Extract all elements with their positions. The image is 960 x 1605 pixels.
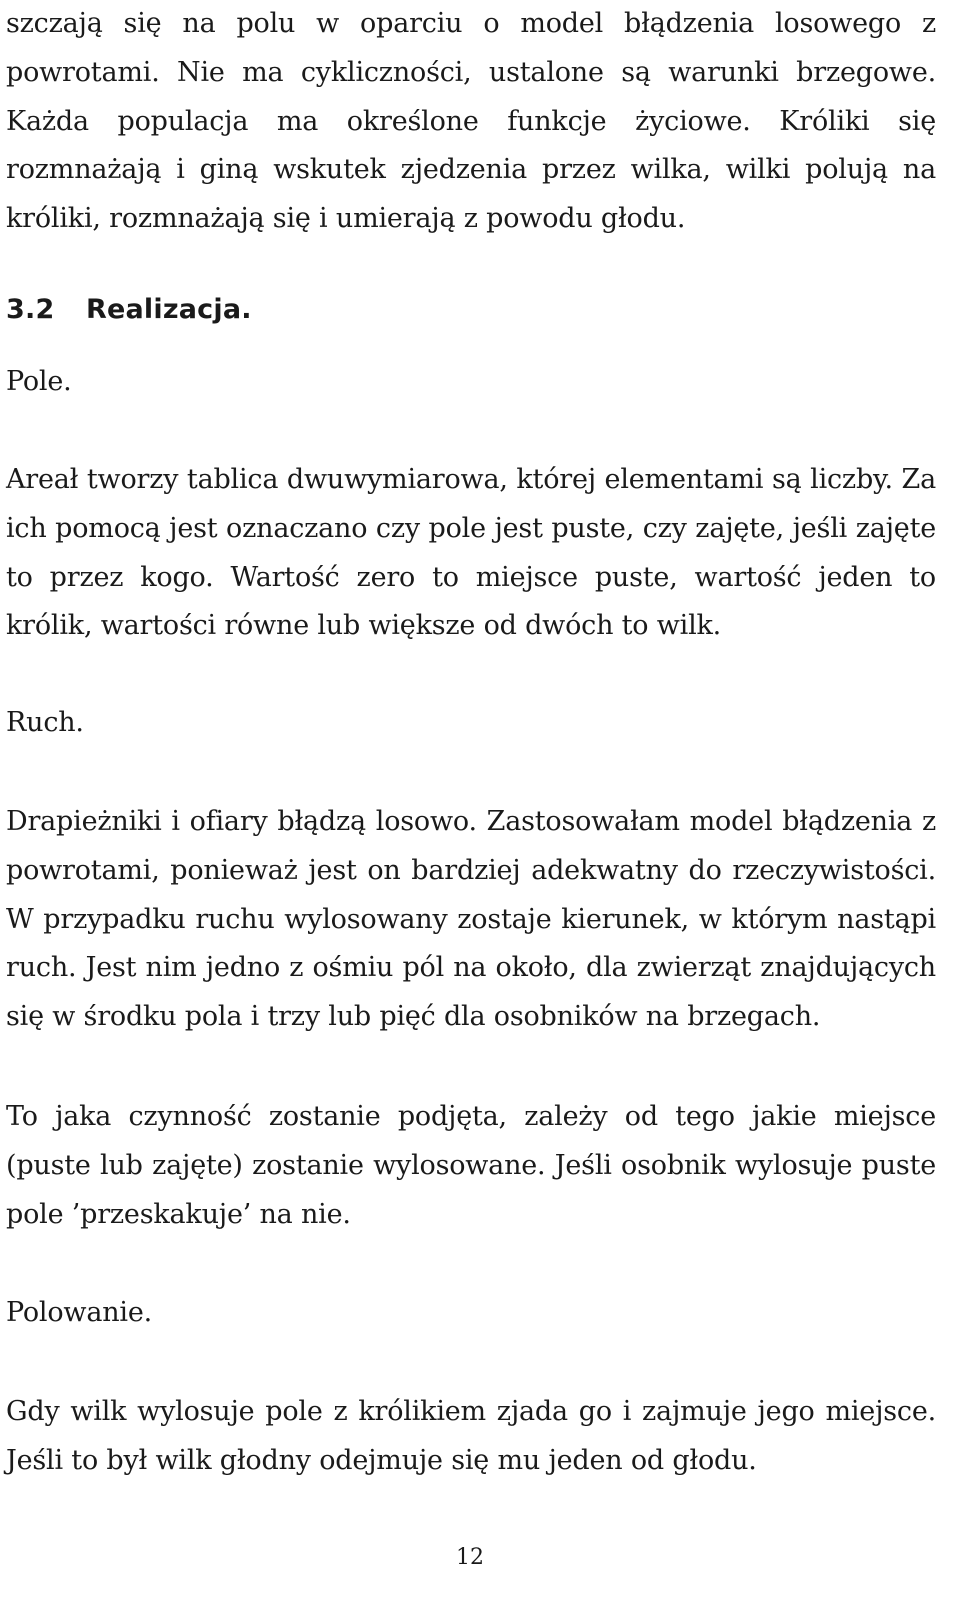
subsection-heading-ruch: Ruch. xyxy=(6,707,84,738)
paragraph-polowanie: Gdy wilk wylosuje pole z królikiem zjada go i zajmuje jego miejsce. Jeśli to był wilk głodny odejmuje się mu jeden od głodu. xyxy=(6,1396,936,1476)
paragraph-ruch: Drapieżniki i ofiary błądzą losowo. Zastosowałam model błądzenia z powrotami, ponieważ jest on bardziej adekwatny do rzeczywistości. W przypadku ruchu wylosowany zostaje kierunek, w którym nastąpi ruch. Jest nim jedno z ośmiu pól na około, dla zwierząt znajdujących się w środku pola i trzy lub pięć dla osobników na brzegach. xyxy=(6,806,936,1033)
section-heading xyxy=(6,290,252,330)
subsection-heading-pole: Pole. xyxy=(6,366,72,397)
section-number: 3.2 xyxy=(6,294,55,325)
section-title: Realizacja. xyxy=(86,294,252,325)
paragraph-pole: Areał tworzy tablica dwuwymiarowa, której elementami są liczby. Za ich pomocą jest oznaczano czy pole jest puste, czy zajęte, jeśli zajęte to przez kogo. Wartość zero to miejsce puste, wartość jeden to królik, wartości równe lub większe od dwóch to wilk. xyxy=(6,464,936,642)
intro-paragraph: szczają się na polu w oparciu o model błądzenia losowego z powrotami. Nie ma cykliczności, ustalone są warunki brzegowe. Każda populacja ma określone funkcje życiowe. Króliki się rozmnażają i giną wskutek zjedzenia przez wilka, wilki polują na króliki, rozmnażają się i umierają z powodu głodu. xyxy=(6,8,936,235)
page-number: 12 xyxy=(456,1545,484,1570)
subsection-heading-polowanie: Polowanie. xyxy=(6,1297,153,1328)
paragraph-czynnosc: To jaka czynność zostanie podjęta, zależy od tego jakie miejsce (puste lub zajęte) zostanie wylosowane. Jeśli osobnik wylosuje puste pole ’przeskakuje’ na nie. xyxy=(6,1101,936,1230)
